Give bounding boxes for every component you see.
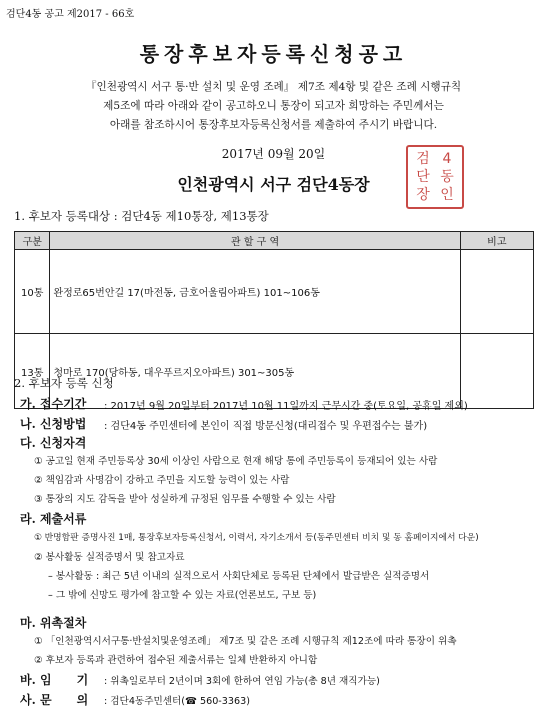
qualification-label: 다. 신청자격 [20, 436, 87, 450]
issuing-organization: 인천광역시 서구 검단4동장 [177, 175, 370, 194]
term-label: 바. 임 기 [20, 673, 89, 687]
cell-note [460, 250, 533, 334]
qualification-item: ③ 통장의 지도 감독을 받아 성실하게 규정된 임무를 수행할 수 있는 사람 [34, 494, 336, 505]
method-label: 나. 신청방법 [20, 417, 87, 431]
cell-division: 13통 [15, 334, 50, 409]
documents-subitem: – 봉사활동 : 최근 5년 이내의 실적으로서 사회단체로 등록된 단체에서 발급받은 실적증명서 [48, 571, 430, 582]
contact-label: 사. 문 의 [20, 693, 89, 707]
documents-item: ① 반명함판 증명사진 1매, 통장후보자등록신청서, 이력서, 자기소개서 등(동주민센터 비치 및 동 홈페이지에서 다운) [34, 533, 479, 543]
seal-char: 단 [416, 169, 430, 185]
intro-line: 제5조에 따라 아래와 같이 공고하오니 통장이 되고자 희망하는 주민께서는 [103, 100, 444, 112]
documents-subitem: – 그 밖에 신망도 평가에 참고할 수 있는 자료(언론보도, 구보 등) [48, 590, 317, 601]
col-header-division: 구분 [15, 232, 50, 250]
contact-text: : 검단4동주민센터(☎ 560-3363) [104, 696, 250, 707]
qualification-item: ② 책임감과 사명감이 강하고 주민을 지도할 능력이 있는 사람 [34, 475, 290, 486]
notice-date: 2017년 09월 20일 [221, 147, 326, 161]
documents-label: 라. 제출서류 [20, 512, 87, 526]
intro-line: 『인천광역시 서구 통·반 설치 및 운영 조례』 제7조 제4항 및 같은 조례 시행규칙 [85, 81, 462, 93]
appointment-item: ① 「인천광역시서구통·반설치및운영조례」 제7조 및 같은 조례 시행규칙 제12조에 따라 통장이 위촉 [34, 636, 457, 647]
cell-area: 완정로65번안길 17(마전동, 금호어울림아파트) 101~106동 [50, 250, 460, 334]
appointment-item: ② 후보자 등록과 관련하여 접수된 제출서류는 일체 반환하지 아니함 [34, 655, 318, 666]
seal-char: 검 [416, 151, 430, 167]
period-text: : 2017년 9월 20일부터 2017년 10월 11일까지 근무시간 중(토요일, 공휴일 제외) [104, 401, 468, 412]
table-row [15, 250, 534, 334]
col-header-note: 비고 [460, 232, 533, 250]
cell-note [460, 334, 533, 409]
seal-char: 4 [442, 151, 452, 167]
section2-title: 2. 후보자 등록 신청 [14, 376, 114, 390]
method-text: : 검단4동 주민센터에 본인이 직접 방문신청(대리접수 및 우편접수는 불가) [104, 421, 428, 432]
intro-paragraph [20, 78, 527, 135]
col-header-area: 관 할 구 역 [50, 232, 460, 250]
page-title: 통장후보자등록신청공고 [139, 42, 408, 66]
cell-division: 10통 [15, 250, 50, 334]
table-header-row [15, 232, 534, 250]
seal-char: 인 [440, 187, 454, 203]
seal-char: 장 [416, 187, 430, 203]
section1-title: 1. 후보자 등록대상 : 검단4동 제10통장, 제13통장 [14, 209, 269, 223]
qualification-item: ① 공고일 현재 주민등록상 30세 이상인 사람으로 현재 해당 통에 주민등록이 등재되어 있는 사람 [34, 456, 438, 467]
period-label: 가. 접수기간 [20, 397, 87, 411]
documents-item: ② 봉사활동 실적증명서 및 참고자료 [34, 552, 185, 563]
cell-area: 청마로 170(당하동, 대우푸르지오아파트) 301~305동 [50, 334, 460, 409]
seal-char: 동 [440, 169, 454, 185]
appointment-label: 마. 위촉절차 [20, 616, 87, 630]
official-seal-stamp [406, 145, 464, 209]
intro-line: 아래를 참조하시어 통장후보자등록신청서를 제출하여 주시기 바랍니다. [109, 119, 438, 131]
term-text: : 위촉일로부터 2년이며 3회에 한하여 연임 가능(총 8년 재직가능) [104, 676, 380, 687]
notice-number: 검단4동 공고 제2017 - 66호 [6, 9, 135, 20]
